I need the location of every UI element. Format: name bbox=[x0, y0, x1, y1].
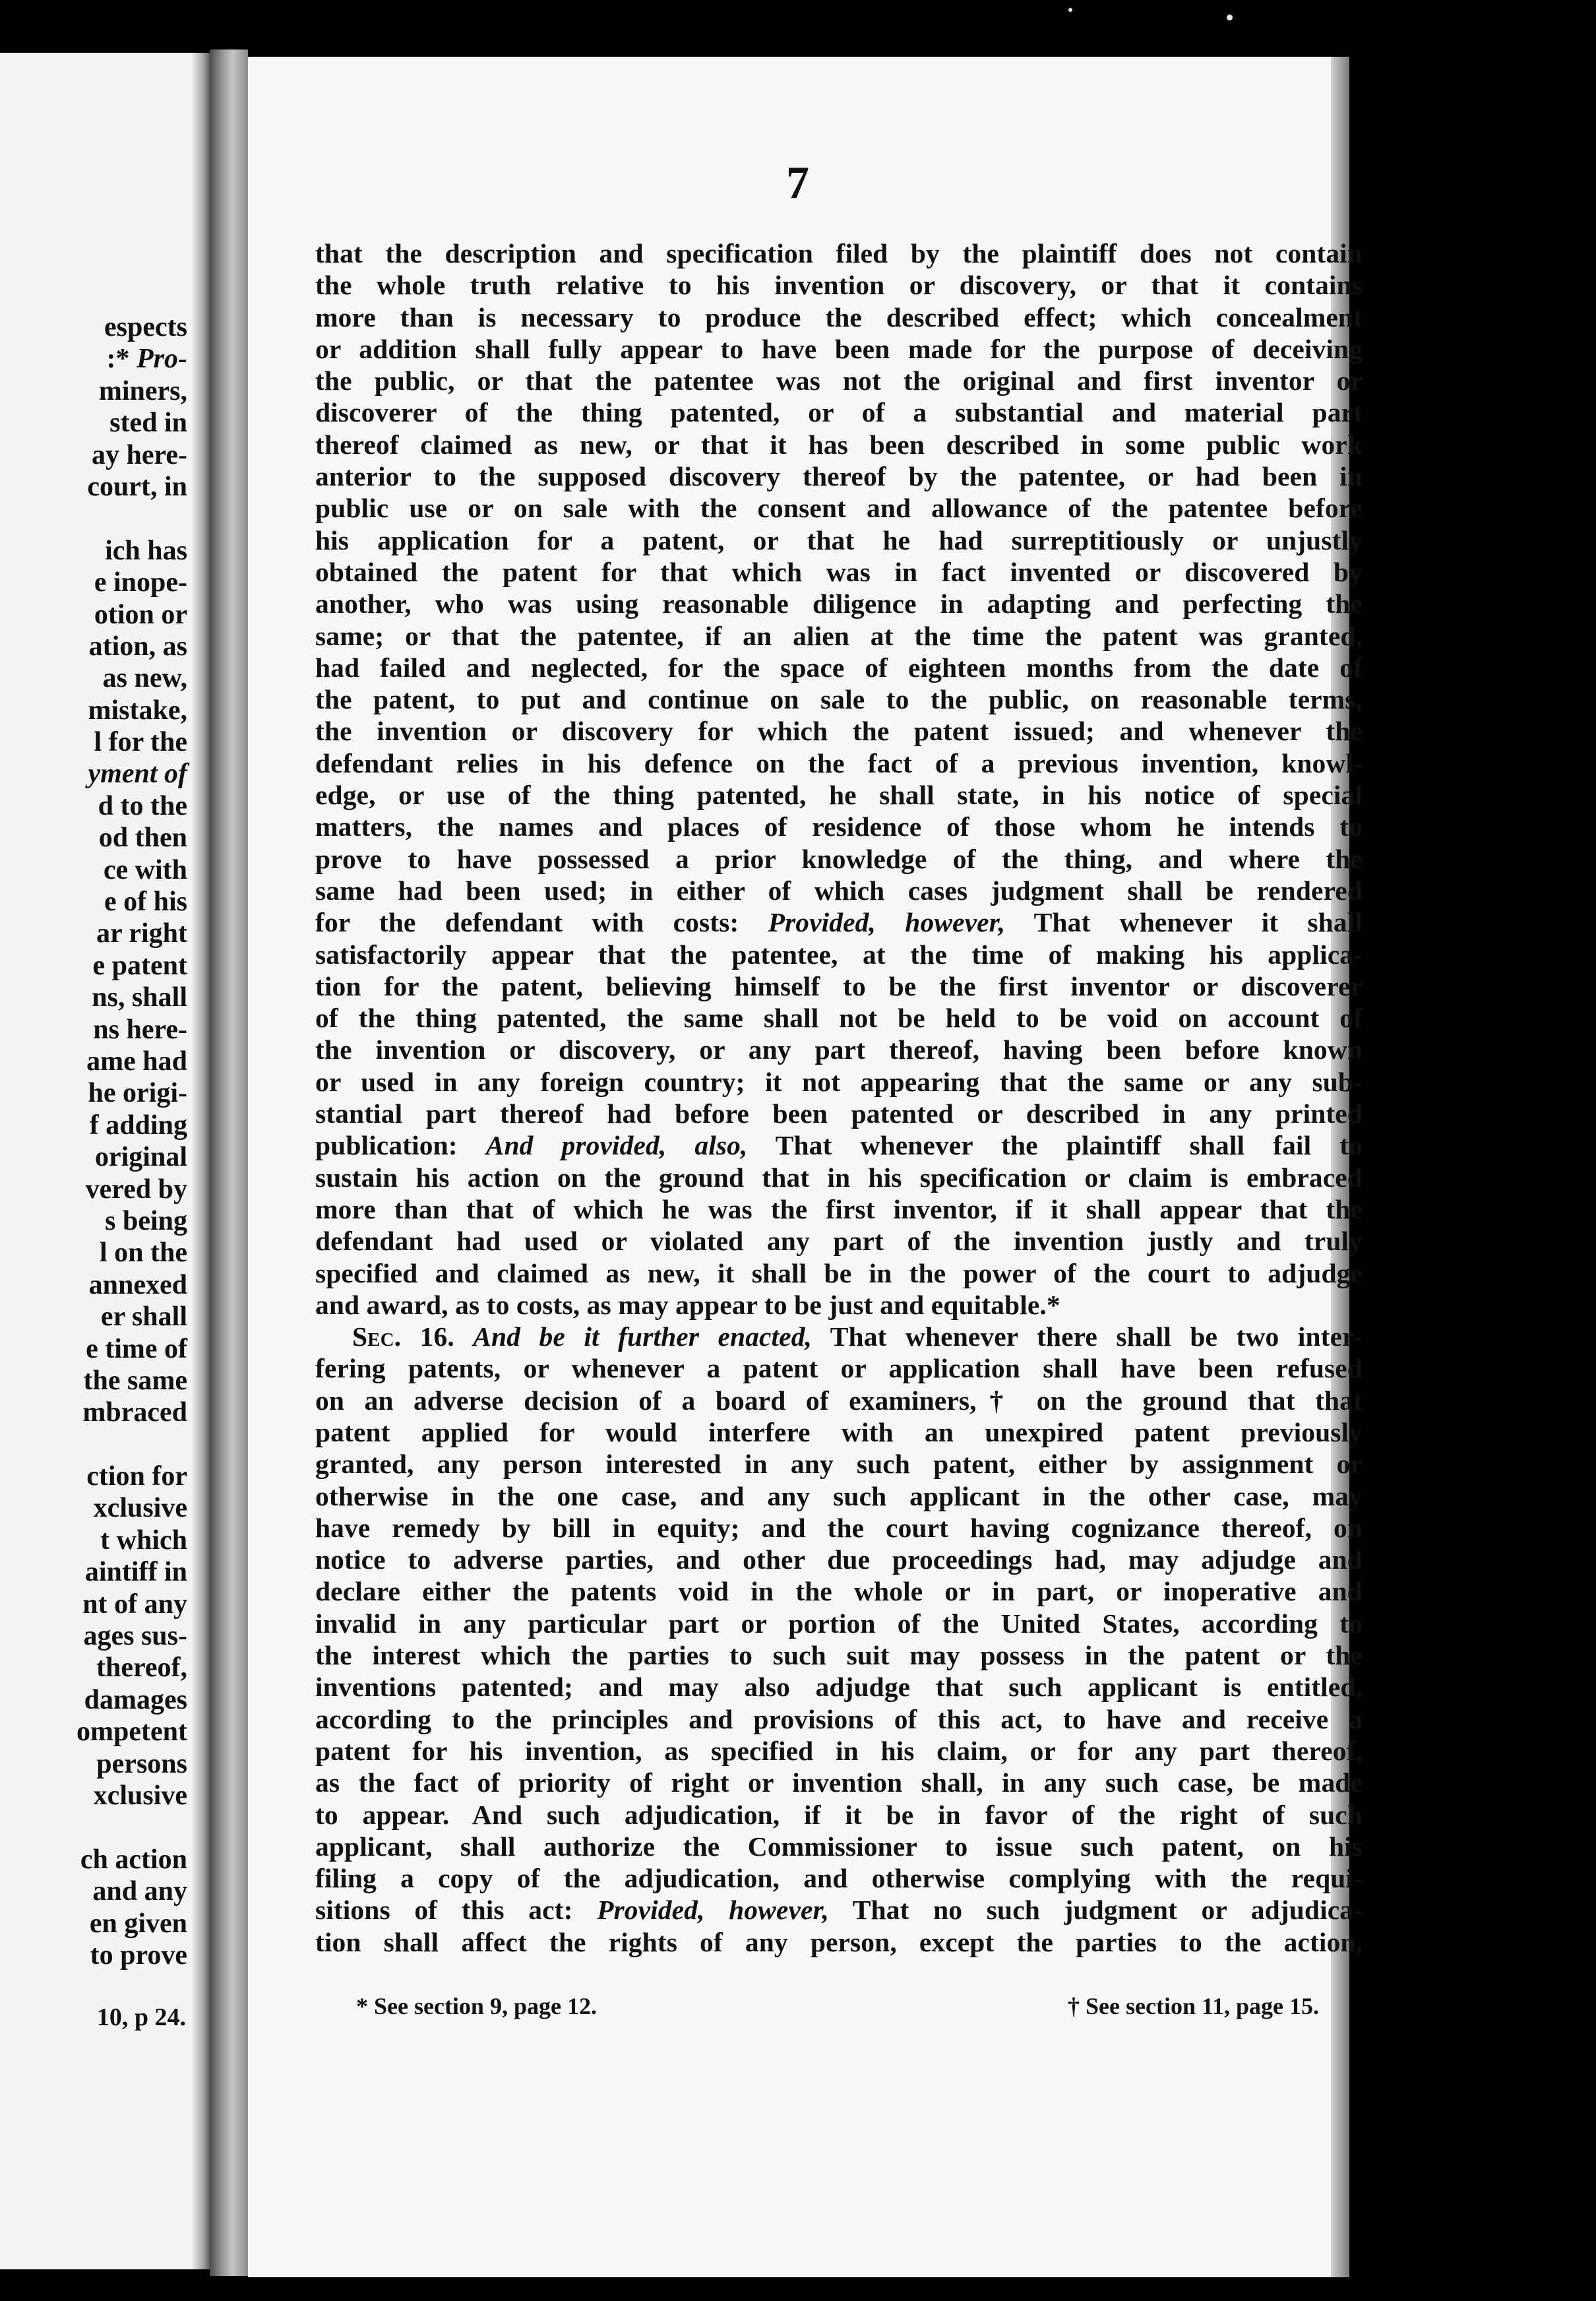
left-page-line: damages bbox=[84, 1684, 187, 1715]
dust-speck bbox=[1227, 15, 1233, 20]
left-page-line: er shall bbox=[100, 1302, 187, 1333]
body-line: stantial part thereof had before been patented or described in any printed bbox=[315, 1098, 1363, 1129]
body-line: of the thing patented, the same shall not be held to be void on account of bbox=[315, 1003, 1363, 1034]
left-page-line: e of his bbox=[104, 887, 187, 918]
left-page-line: :* Pro- bbox=[106, 344, 187, 375]
left-page-line: xclusive bbox=[93, 1780, 187, 1811]
body-line: the patent, to put and continue on sale to the public, on reasonable terms, bbox=[315, 684, 1363, 715]
body-line: the invention or discovery for which the patent issued; and whenever the bbox=[315, 716, 1363, 747]
left-page-line: he origi- bbox=[88, 1078, 187, 1109]
body-line: defendant relies in his defence on the fact of a previous invention, knowl- bbox=[315, 747, 1363, 778]
left-page-line: otion or bbox=[94, 599, 187, 630]
left-page-line: ation, as bbox=[88, 631, 187, 662]
body-line: edge, or use of the thing patented, he shall state, in his notice of special bbox=[315, 780, 1363, 811]
body-line: same had been used; in either of which cases judgment shall be rendered bbox=[315, 875, 1363, 906]
body-line: same; or that the patentee, if an alien at the time the patent was granted, bbox=[315, 620, 1363, 651]
body-line: publication: And provided, also, That whenever the plaintiff shall fail to bbox=[315, 1130, 1363, 1161]
body-line: fering patents, or whenever a patent or application shall have been refused bbox=[315, 1353, 1363, 1384]
body-line: public use or on sale with the consent and allowance of the patentee before bbox=[315, 493, 1363, 524]
body-line: invalid in any particular part or portion of the United States, according to bbox=[315, 1608, 1363, 1639]
body-line: the interest which the parties to such suit may possess in the patent or the bbox=[315, 1640, 1363, 1671]
body-line: according to the principles and provisions of this act, to have and receive a bbox=[315, 1703, 1363, 1734]
left-page-line: od then bbox=[98, 823, 187, 854]
left-page-line: original bbox=[94, 1142, 187, 1173]
left-page-line: en given bbox=[89, 1908, 187, 1939]
left-page-line: f adding bbox=[89, 1110, 187, 1141]
body-line: or used in any foreign country; it not appearing that the same or any sub- bbox=[315, 1066, 1363, 1097]
body-line: specified and claimed as new, it shall be in the power of the court to adjudge bbox=[315, 1257, 1363, 1288]
book-binding bbox=[210, 49, 248, 2276]
body-line: to appear. And such adjudication, if it be in favor of the right of such bbox=[315, 1799, 1363, 1830]
left-page-footnote: 10, p 24. bbox=[96, 2003, 186, 2031]
left-page-line: as new, bbox=[102, 663, 187, 694]
left-page-line: l for the bbox=[94, 727, 187, 758]
body-line: or addition shall fully appear to have been made for the purpose of deceiving bbox=[315, 333, 1363, 364]
body-line: granted, any person interested in any such patent, either by assignment or bbox=[315, 1449, 1363, 1480]
left-page-line: vered by bbox=[85, 1174, 187, 1205]
left-page-line: ction for bbox=[86, 1461, 187, 1492]
left-page-line: ns, shall bbox=[92, 982, 187, 1013]
left-page-line: yment of bbox=[88, 759, 187, 790]
body-line: anterior to the supposed discovery thereof by the patentee, or had been in bbox=[315, 461, 1363, 492]
left-page-line: ce with bbox=[103, 854, 187, 885]
left-page-line: e time of bbox=[86, 1333, 187, 1364]
body-line: declare either the patents void in the whole or in part, or inoperative and bbox=[315, 1576, 1363, 1607]
footnotes bbox=[356, 1992, 1319, 2025]
left-page-line: to prove bbox=[90, 1939, 187, 1970]
body-line: and award, as to costs, as may appear to be just and equitable.* bbox=[315, 1289, 1060, 1320]
body-line: more than is necessary to produce the described effect; which concealment bbox=[315, 301, 1363, 332]
left-page-line: d to the bbox=[98, 790, 187, 821]
body-line: for the defendant with costs: Provided, however, That whenever it shall bbox=[315, 907, 1363, 938]
left-page-line: s being bbox=[105, 1205, 187, 1236]
left-page-line: ages sus- bbox=[83, 1621, 187, 1652]
page-number: 7 bbox=[786, 158, 809, 208]
body-line: on an adverse decision of a board of examiners,† on the ground that that bbox=[315, 1385, 1363, 1416]
left-page-line: ch action bbox=[80, 1844, 187, 1875]
body-line: the invention or discovery, or any part thereof, having been before known bbox=[315, 1034, 1363, 1065]
body-line: inventions patented; and may also adjudge that such applicant is entitled, bbox=[315, 1672, 1363, 1703]
body-line: Sec. 16. And be it further enacted, That whenever there shall be two inter- bbox=[352, 1321, 1363, 1352]
body-line: the public, or that the patentee was not the original and first inventor or bbox=[315, 365, 1363, 396]
left-page-line: e patent bbox=[92, 950, 187, 981]
left-page-line: and any bbox=[92, 1876, 187, 1907]
body-line: prove to have possessed a prior knowledge of the thing, and where the bbox=[315, 843, 1363, 874]
body-line: that the description and specification filed by the plaintiff does not contain bbox=[315, 238, 1363, 268]
left-page-line: ns here- bbox=[93, 1014, 187, 1045]
body-line: obtained the patent for that which was in fact invented or discovered by bbox=[315, 556, 1363, 587]
left-page-line: mistake, bbox=[88, 695, 187, 726]
body-line: notice to adverse parties, and other due proceedings had, may adjudge and bbox=[315, 1544, 1363, 1575]
body-line: had failed and neglected, for the space of eighteen months from the date of bbox=[315, 652, 1363, 683]
body-line: patent for his invention, as specified in his claim, or for any part thereof, bbox=[315, 1735, 1363, 1766]
body-line: patent applied for would interfere with an unexpired patent previously bbox=[315, 1416, 1363, 1447]
left-page-line: sted in bbox=[109, 408, 187, 439]
left-page-gutter-shadow bbox=[191, 53, 210, 2269]
left-page-line: persons bbox=[96, 1748, 187, 1779]
left-page-line: aintiff in bbox=[84, 1557, 187, 1588]
left-page-line: xclusive bbox=[93, 1493, 187, 1524]
left-page-line: court, in bbox=[87, 471, 187, 502]
left-page-line: ar right bbox=[96, 918, 187, 949]
body-line: his application for a patent, or that he had surreptitiously or unjustly bbox=[315, 524, 1363, 555]
body-line: thereof claimed as new, or that it has been described in some public work bbox=[315, 429, 1363, 460]
body-line: more than that of which he was the first inventor, if it shall appear that the bbox=[315, 1193, 1363, 1224]
body-text bbox=[315, 237, 1363, 1958]
left-page-line: e inope- bbox=[94, 567, 187, 598]
body-line: applicant, shall authorize the Commissioner to issue such patent, on his bbox=[315, 1831, 1363, 1862]
left-page-line: l on the bbox=[99, 1238, 187, 1269]
dust-speck bbox=[1068, 8, 1072, 12]
left-page-line: nt of any bbox=[82, 1589, 187, 1620]
left-page-line bbox=[0, 1812, 187, 1843]
body-line: otherwise in the one case, and any such applicant in the other case, may bbox=[315, 1480, 1363, 1511]
left-page-line: t which bbox=[100, 1525, 187, 1556]
body-line: matters, the names and places of residence of those whom he intends to bbox=[315, 811, 1363, 842]
body-line: as the fact of priority of right or invention shall, in any such case, be made bbox=[315, 1767, 1363, 1798]
body-line: satisfactorily appear that the patentee, at the time of making his applica- bbox=[315, 939, 1363, 970]
body-line: sitions of this act: Provided, however, That no such judgment or adjudica- bbox=[315, 1895, 1363, 1926]
left-page-text bbox=[0, 311, 187, 1971]
body-line: tion shall affect the rights of any person, except the parties to the action, bbox=[315, 1926, 1363, 1957]
left-page-line: ame had bbox=[86, 1046, 187, 1077]
left-page-line: ay here- bbox=[91, 439, 187, 470]
body-line: have remedy by bill in equity; and the court having cognizance thereof, on bbox=[315, 1512, 1363, 1543]
left-page-line: espects bbox=[104, 312, 187, 342]
body-line: the whole truth relative to his invention or discovery, or that it contains bbox=[315, 270, 1363, 301]
left-page-line: ich has bbox=[105, 535, 187, 566]
left-page-line: miners, bbox=[98, 375, 187, 406]
left-page-line: mbraced bbox=[82, 1397, 187, 1428]
left-page-line: annexed bbox=[88, 1269, 187, 1300]
left-page-line: the same bbox=[83, 1365, 187, 1396]
body-line: discoverer of the thing patented, or of a substantial and material part bbox=[315, 397, 1363, 428]
body-line: defendant had used or violated any part of the invention justly and truly bbox=[315, 1226, 1363, 1257]
left-page-line: thereof, bbox=[96, 1653, 187, 1684]
left-page-line bbox=[0, 503, 187, 534]
left-page-line bbox=[0, 1429, 187, 1461]
left-facing-page bbox=[0, 53, 210, 2269]
body-line: tion for the patent, believing himself to be the first inventor or discoverer bbox=[315, 970, 1363, 1001]
body-line: filing a copy of the adjudication, and otherwise complying with the requi- bbox=[315, 1863, 1363, 1894]
body-line: another, who was using reasonable diligence in adapting and perfecting the bbox=[315, 588, 1363, 619]
footnote-section-11: † See section 11, page 15. bbox=[1068, 1993, 1319, 2019]
footnote-section-9: * See section 9, page 12. bbox=[356, 1993, 597, 2019]
body-line: sustain his action on the ground that in his specification or claim is embraced bbox=[315, 1162, 1363, 1193]
left-page-line: ompetent bbox=[77, 1717, 187, 1748]
